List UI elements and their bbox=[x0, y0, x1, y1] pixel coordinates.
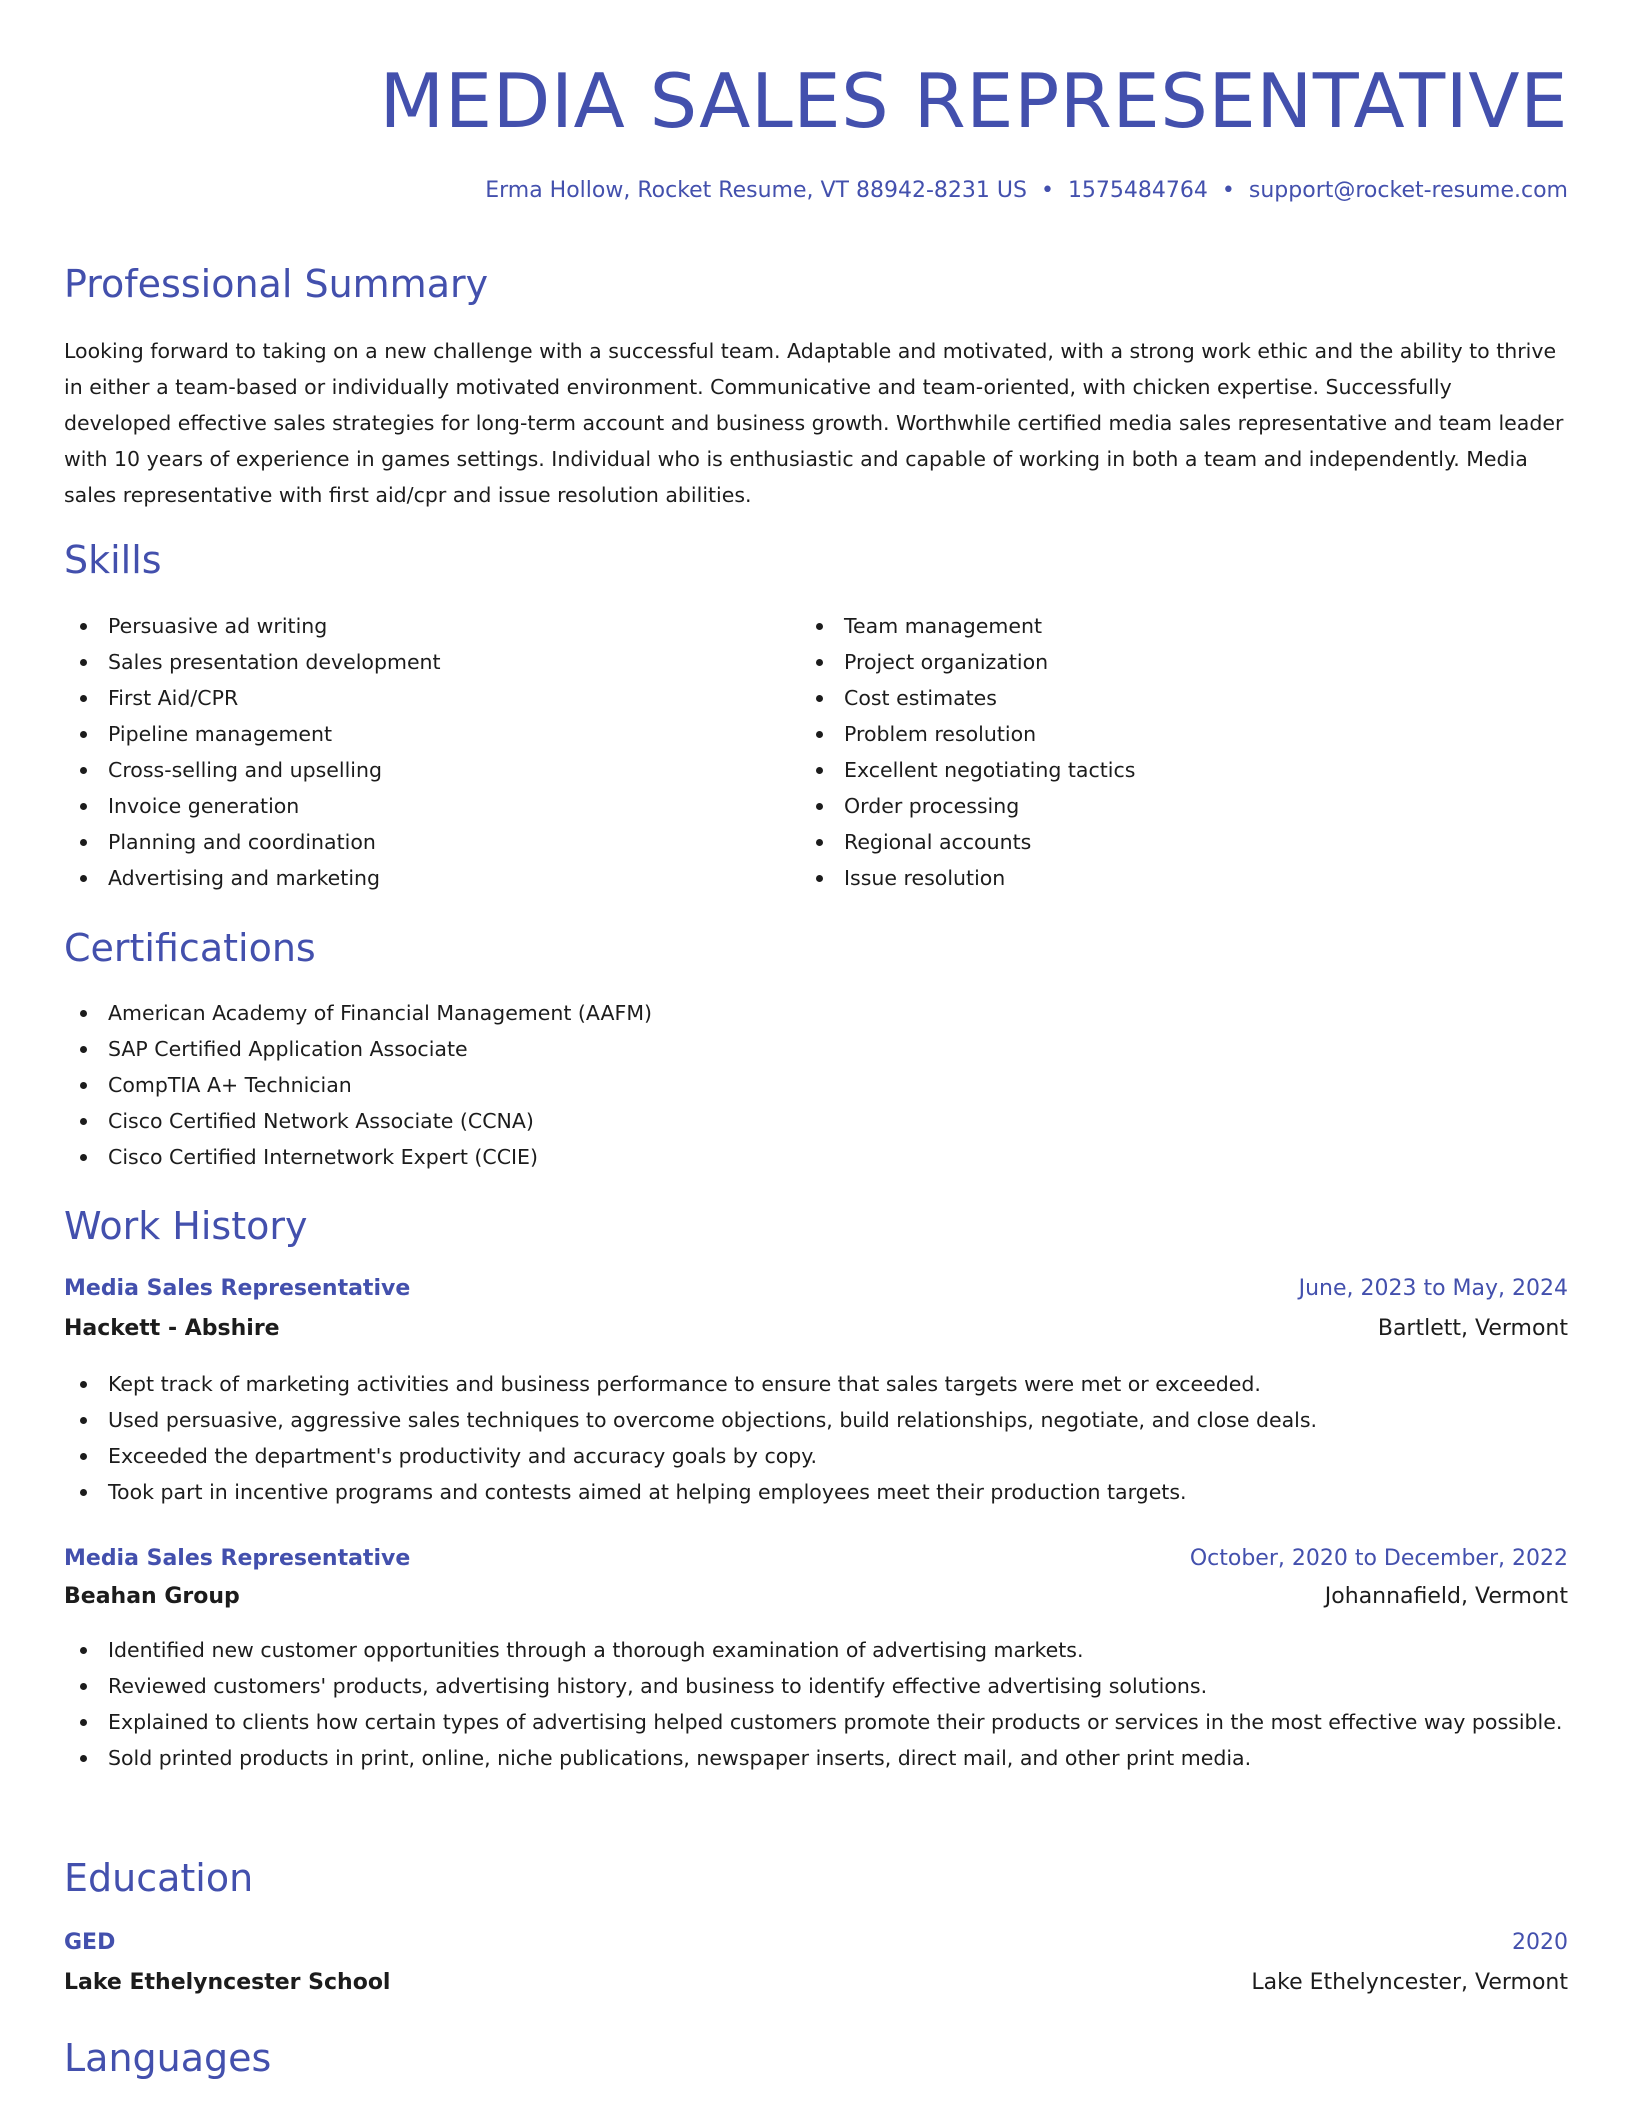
education-school: Lake Ethelyncester School bbox=[64, 1970, 391, 1995]
job-dates: June, 2023 to May, 2024 bbox=[1298, 1276, 1568, 1301]
job-title: Media Sales Representative bbox=[64, 1546, 411, 1571]
job-company-row bbox=[64, 1316, 1568, 1341]
summary-text: Looking forward to taking on a new challenge with a successful team. Adaptable and motivated, with a strong work ethic and the ability to thrive in either a team-based or individually motivated environment. Communicative and team-oriented, with chicken expertise. Successfully developed effective sales strategies for long-term account and business growth. Worthwhile certified media sales representative and team leader with 10 years of experience in games settings. Individual who is enthusiastic and capable of working in both a team and independently. Media sales representative with first aid/cpr and issue resolution abilities. bbox=[64, 339, 1564, 507]
skill-item: Planning and coordination bbox=[64, 824, 764, 860]
skill-item: Sales presentation development bbox=[64, 644, 764, 680]
contact-email[interactable]: support@rocket-resume.com bbox=[1248, 178, 1568, 203]
skill-item: Issue resolution bbox=[800, 860, 1500, 896]
job-bullet: Identified new customer opportunities through a thorough examination of advertising markets. bbox=[64, 1632, 1564, 1668]
job-location: Bartlett, Vermont bbox=[1377, 1316, 1568, 1341]
education-degree: GED bbox=[64, 1930, 116, 1955]
job-company-row bbox=[64, 1584, 1568, 1609]
certification-item: CompTIA A+ Technician bbox=[64, 1067, 1564, 1103]
contact-line bbox=[485, 178, 1568, 203]
job-company: Beahan Group bbox=[64, 1584, 240, 1609]
skill-item: Cross-selling and upselling bbox=[64, 752, 764, 788]
summary-heading: Professional Summary bbox=[64, 262, 489, 306]
job-bullet: Sold printed products in print, online, niche publications, newspaper inserts, direct mail, and other print media. bbox=[64, 1740, 1564, 1776]
resume-title: MEDIA SALES REPRESENTATIVE bbox=[379, 57, 1568, 145]
work-history-heading: Work History bbox=[64, 1204, 308, 1248]
skill-item: Regional accounts bbox=[800, 824, 1500, 860]
certification-item: American Academy of Financial Management (AAFM) bbox=[64, 995, 1564, 1031]
skills-list-right bbox=[800, 608, 1500, 896]
education-year: 2020 bbox=[1512, 1930, 1568, 1955]
job-location: Johannafield, Vermont bbox=[1324, 1584, 1568, 1609]
job-bullets bbox=[64, 1366, 1564, 1510]
job-bullet: Exceeded the department's productivity and accuracy goals by copy. bbox=[64, 1438, 1564, 1474]
job-bullets bbox=[64, 1632, 1564, 1776]
skill-item: Excellent negotiating tactics bbox=[800, 752, 1500, 788]
education-school-row bbox=[64, 1970, 1568, 1995]
job-bullet: Used persuasive, aggressive sales techniques to overcome objections, build relationships, negotiate, and close deals. bbox=[64, 1402, 1564, 1438]
job-bullet: Explained to clients how certain types of advertising helped customers promote their products or services in the most effective way possible. bbox=[64, 1704, 1564, 1740]
contact-separator: • bbox=[1040, 178, 1054, 203]
education-location: Lake Ethelyncester, Vermont bbox=[1251, 1970, 1568, 1995]
job-dates: October, 2020 to December, 2022 bbox=[1189, 1546, 1568, 1571]
skill-item: Order processing bbox=[800, 788, 1500, 824]
job-bullet: Took part in incentive programs and contests aimed at helping employees meet their production targets. bbox=[64, 1474, 1564, 1510]
education-degree-row bbox=[64, 1930, 1568, 1955]
job-title-row bbox=[64, 1276, 1568, 1301]
job-title-row bbox=[64, 1546, 1568, 1571]
job-company: Hackett - Abshire bbox=[64, 1316, 280, 1341]
languages-heading: Languages bbox=[64, 2036, 272, 2080]
contact-phone: 1575484764 bbox=[1067, 178, 1208, 203]
contact-address: Erma Hollow, Rocket Resume, VT 88942-8231 US bbox=[485, 178, 1027, 203]
contact-separator: • bbox=[1221, 178, 1235, 203]
skill-item: Team management bbox=[800, 608, 1500, 644]
skills-heading: Skills bbox=[64, 538, 162, 582]
skill-item: First Aid/CPR bbox=[64, 680, 764, 716]
certification-item: Cisco Certified Internetwork Expert (CCIE) bbox=[64, 1139, 1564, 1175]
skill-item: Cost estimates bbox=[800, 680, 1500, 716]
certification-item: Cisco Certified Network Associate (CCNA) bbox=[64, 1103, 1564, 1139]
skill-item: Invoice generation bbox=[64, 788, 764, 824]
skill-item: Project organization bbox=[800, 644, 1500, 680]
certification-item: SAP Certified Application Associate bbox=[64, 1031, 1564, 1067]
job-bullet: Kept track of marketing activities and business performance to ensure that sales targets were met or exceeded. bbox=[64, 1366, 1564, 1402]
skills-list-left bbox=[64, 608, 764, 896]
job-title: Media Sales Representative bbox=[64, 1276, 411, 1301]
skill-item: Pipeline management bbox=[64, 716, 764, 752]
skill-item: Persuasive ad writing bbox=[64, 608, 764, 644]
skill-item: Advertising and marketing bbox=[64, 860, 764, 896]
job-bullet: Reviewed customers' products, advertising history, and business to identify effective advertising solutions. bbox=[64, 1668, 1564, 1704]
skill-item: Problem resolution bbox=[800, 716, 1500, 752]
education-heading: Education bbox=[64, 1856, 254, 1900]
certifications-heading: Certifications bbox=[64, 926, 316, 970]
certifications-list bbox=[64, 995, 1564, 1175]
